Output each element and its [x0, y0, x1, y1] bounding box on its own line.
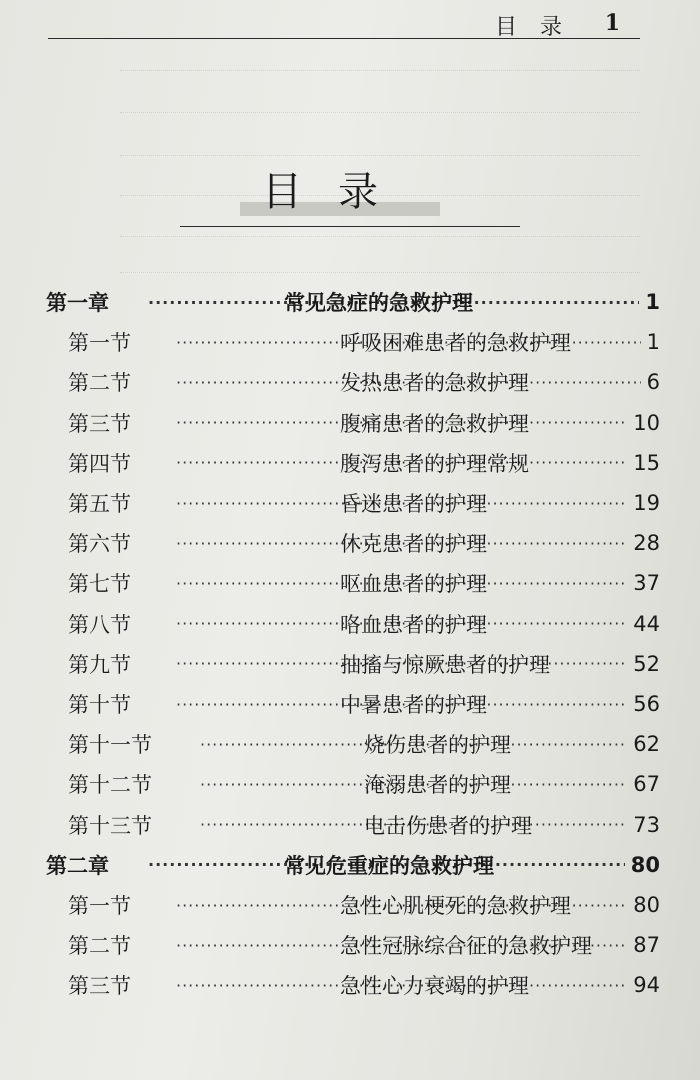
toc-section-row	[0, 724, 700, 764]
toc-entry-title: 呼吸困难患者的急救护理	[340, 331, 571, 356]
toc-page-number: 1	[646, 330, 660, 355]
toc-entry-label: 第十一节	[68, 733, 152, 758]
toc-page-number: 56	[633, 692, 660, 716]
toc-page-number: 19	[633, 491, 660, 515]
title-underline	[180, 226, 520, 227]
toc-entry-label: 第五节	[68, 492, 131, 516]
toc-page-number: 62	[633, 732, 660, 757]
toc-entry-label: 第十三节	[68, 813, 152, 838]
toc-page-number: 1	[645, 290, 660, 314]
toc-page-number: 87	[633, 933, 660, 958]
toc-chapter-row	[0, 282, 700, 322]
toc-page-number: 80	[633, 893, 660, 917]
toc-entry-label: 第一节	[68, 331, 131, 356]
toc-entry-title: 咯血患者的护理	[340, 612, 487, 637]
toc-section-row	[0, 885, 700, 925]
toc-entry-title: 急性冠脉综合征的急救护理	[340, 934, 592, 959]
toc-section-row	[0, 684, 700, 724]
toc-section-row	[0, 403, 700, 443]
toc-entry-title: 发热患者的急救护理	[340, 371, 529, 396]
page-title: 目录	[262, 169, 414, 215]
toc-entry-label: 第二节	[68, 371, 131, 396]
toc-entry-label: 第一章	[46, 291, 109, 315]
toc-entry-title: 腹泻患者的护理常规	[340, 451, 529, 476]
toc-section-row	[0, 523, 700, 563]
toc-page-number: 37	[633, 571, 660, 596]
toc-section-row	[0, 322, 700, 362]
toc-entry-title: 中暑患者的护理	[340, 693, 487, 717]
toc-entry-label: 第三节	[68, 411, 131, 436]
toc-entry-title: 休克患者的护理	[340, 532, 487, 557]
toc-entry-label: 第八节	[68, 612, 131, 637]
toc-page-number: 94	[633, 973, 660, 998]
toc-entry-label: 第四节	[68, 451, 131, 476]
toc-entry-label: 第三节	[68, 974, 131, 999]
toc-entry-label: 第七节	[68, 572, 131, 597]
toc-entry-label: 第十二节	[68, 773, 152, 798]
running-title: 目 录	[495, 15, 570, 40]
toc-section-row	[0, 563, 700, 603]
toc-page-number: 44	[633, 611, 660, 636]
toc-entry-title: 淹溺患者的护理	[364, 773, 511, 798]
toc-entry-label: 第十节	[68, 693, 131, 717]
toc-page-number: 73	[633, 812, 660, 837]
toc-entry-title: 常见急症的急救护理	[284, 291, 473, 315]
toc-entry-title: 急性心肌梗死的急救护理	[340, 894, 571, 918]
toc-entry-title: 电击伤患者的护理	[364, 813, 532, 838]
toc-page-number: 67	[633, 772, 660, 797]
toc-entry-title: 烧伤患者的护理	[364, 733, 511, 758]
toc-entry-label: 第二节	[68, 934, 131, 959]
toc-entry-label: 第六节	[68, 532, 131, 557]
toc-chapter-row	[0, 845, 700, 885]
toc-entry-label: 第二章	[46, 853, 109, 878]
toc-page-number: 6	[646, 370, 660, 395]
toc-entry-title: 急性心力衰竭的护理	[340, 974, 529, 999]
toc-page-number: 28	[633, 531, 660, 556]
toc-section-row	[0, 764, 700, 804]
toc-section-row	[0, 604, 700, 644]
page-header	[48, 4, 640, 39]
toc-section-row	[0, 805, 700, 845]
toc-section-row	[0, 644, 700, 684]
toc-entry-label: 第九节	[68, 652, 131, 677]
toc-entry-title: 呕血患者的护理	[340, 572, 487, 597]
toc-section-row	[0, 965, 700, 1005]
toc-section-row	[0, 925, 700, 965]
toc-section-row	[0, 362, 700, 402]
toc-page-number: 52	[633, 651, 660, 676]
toc-section-row	[0, 443, 700, 483]
toc-entry-label: 第一节	[68, 894, 131, 918]
toc-page-number: 15	[633, 450, 660, 475]
toc-entry-title: 常见危重症的急救护理	[284, 853, 494, 878]
toc-entry-title: 昏迷患者的护理	[340, 492, 487, 516]
toc-page-number: 80	[630, 852, 660, 877]
toc-section-row	[0, 483, 700, 523]
toc-entry-title: 腹痛患者的急救护理	[340, 411, 529, 436]
toc-page-number: 10	[633, 410, 660, 435]
header-page-number: 1	[604, 10, 620, 36]
toc-entry-title: 抽搐与惊厥患者的护理	[340, 652, 550, 677]
